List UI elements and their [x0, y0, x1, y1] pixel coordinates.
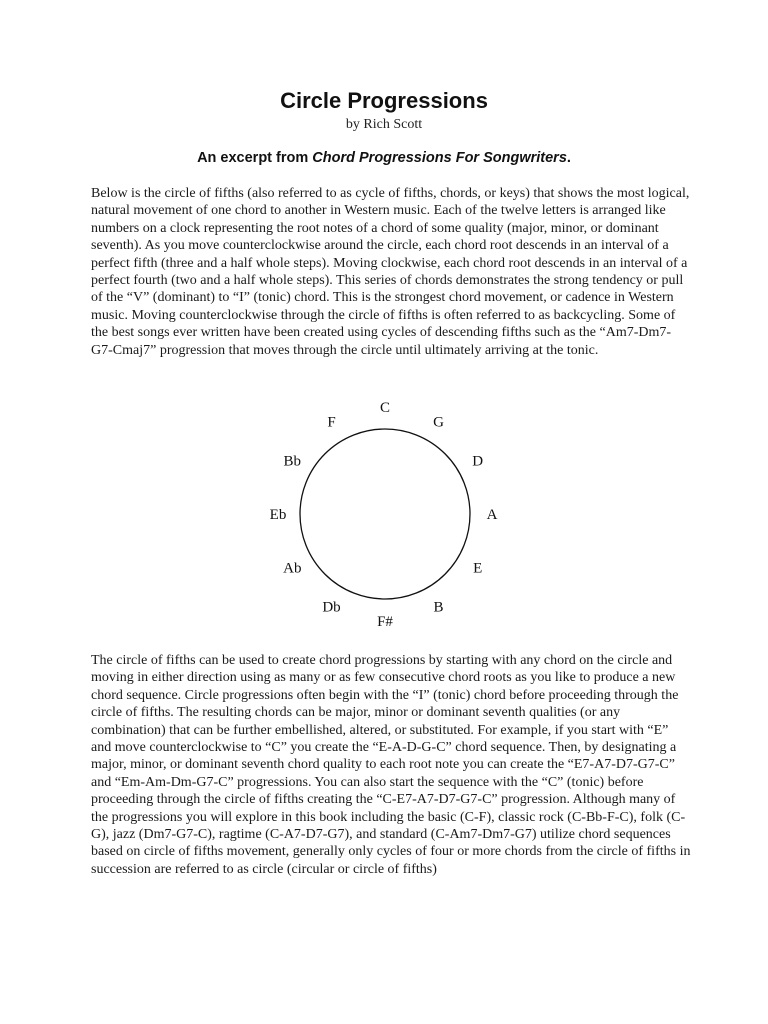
author-line: by Rich Scott — [345, 117, 423, 132]
circle-of-fifths-ring — [300, 429, 470, 599]
excerpt-book-title: Chord Progressions For Songwriters — [312, 150, 567, 166]
excerpt-line — [0, 150, 768, 166]
paragraph-usage: The circle of fifths can be used to create chord progressions by starting with any chord on the circle and moving in either direction using as many or as few consecutive chord roots as you like to produce a new chord sequence. Circle progressions often begin with the “I” (tonic) chord before proceeding through the circle of fifths. The resulting chords can be major, minor or dominant seventh qualities (or any combination) that can be further embellished, altered, or substituted. For example, if you start with “E” and move counterclockwise to “C” you create the “E-A-D-G-C” chord sequence. Then, by designating a major, minor, or dominant seventh chord quality to each root note you can create the “E7-A7-D7-G7-C” and “Em-Am-Dm-G7-C” progressions. You can also start the sequence with the “C” (tonic) before proceeding through the circle of fifths creating the “C-E7-A7-D7-G7-C” progression. Although many of the progressions you will explore in this book including the basic (C-F), classic rock (C-Bb-F-C), folk (C-G), jazz (Dm7-G7-C), ragtime (C-A7-D7-G7), and standard (C-Am7-Dm7-G7) utilize chord sequences based on circle of fifths movement, generally only cycles of four or more chords from the circle of fifths in succession are referred to as circle (circular or circle of fifths) — [91, 653, 691, 877]
circle-of-fifths-diagram — [260, 392, 510, 648]
excerpt-suffix: . — [566, 150, 571, 166]
paragraph-intro: Below is the circle of fifths (also referred to as cycle of fifths, chords, or keys) that shows the most logical, natural movement of one chord to another in Western music. Each of the twelve letters is arranged like numbers on a clock representing the root notes of a chord of some quality (major, minor, or dominant seventh). As you move counterclockwise around the circle, each chord root descends in an interval of a perfect fifth (three and a half whole steps). Moving clockwise, each chord root descends in an interval of a perfect fourth (two and a half whole steps). This series of chords demonstrates the strong tendency or pull of the “V” (dominant) to “I” (tonic) chord. This is the strongest chord movement, or cadence in Western music. Moving counterclockwise through the circle of fifths is often referred to as backcycling. Some of the best songs ever written have been created using cycles of descending fifths such as the “Am7-Dm7-G7-Cmaj7” progression that moves through the circle until ultimately arriving at the tonic. — [91, 186, 690, 358]
document-title: Circle Progressions — [280, 88, 488, 113]
note-label-eb: Eb — [269, 507, 287, 523]
note-label-b: B — [433, 599, 444, 616]
note-labels — [270, 400, 498, 630]
note-label-db: Db — [322, 599, 341, 616]
note-label-g: G — [433, 414, 444, 431]
note-label-f: F — [327, 414, 336, 431]
note-label-f-sharp: F# — [377, 614, 393, 630]
note-label-a: A — [486, 507, 498, 523]
excerpt-prefix: An excerpt from — [197, 150, 313, 166]
note-label-bb: Bb — [283, 453, 302, 470]
note-label-d: D — [472, 453, 484, 470]
note-label-e: E — [473, 560, 483, 577]
note-label-ab: Ab — [283, 560, 302, 577]
note-label-c: C — [379, 400, 391, 416]
